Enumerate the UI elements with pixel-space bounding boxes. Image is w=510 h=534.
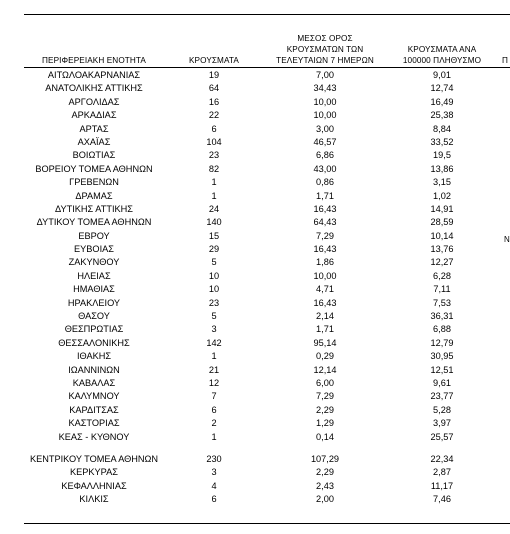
cases-cell: 1: [211, 351, 217, 362]
table-row: [0, 270, 510, 283]
per100k-cell: 1,02: [433, 190, 451, 201]
avg7-cell: 10,00: [313, 270, 337, 281]
table-row: [0, 216, 510, 229]
table-row: [0, 493, 510, 506]
header-cases: ΚΡΟΥΣΜΑΤΑ: [189, 56, 239, 65]
per100k-cell: 3,15: [433, 177, 451, 188]
per100k-cell: 28,59: [430, 217, 454, 228]
region-cell: ΖΑΚΥΝΘΟΥ: [68, 257, 120, 268]
table-row: [0, 136, 510, 149]
region-cell: ΘΑΣΟΥ: [78, 311, 110, 322]
avg7-cell: 2,00: [316, 494, 334, 505]
per100k-cell: 36,31: [430, 311, 454, 322]
edge-mark: Ν: [504, 235, 510, 244]
cases-cell: 10: [208, 284, 220, 295]
region-cell: ΘΕΣΠΡΩΤΙΑΣ: [64, 324, 124, 335]
table-row: [0, 176, 510, 189]
table-row: [0, 337, 510, 350]
avg7-cell: 43,00: [313, 163, 337, 174]
avg7-cell: 2,14: [316, 311, 334, 322]
region-cell: ΑΝΑΤΟΛΙΚΗΣ ΑΤΤΙΚΗΣ: [45, 83, 143, 94]
table-row: [0, 390, 510, 403]
per100k-cell: 16,49: [430, 96, 454, 107]
table-row: [0, 283, 510, 296]
per100k-cell: 23,77: [430, 391, 454, 402]
table-row: [0, 480, 510, 493]
region-cell: ΔΥΤΙΚΟΥ ΤΟΜΕΑ ΑΘΗΝΩΝ: [36, 217, 152, 228]
per100k-cell: 12,27: [430, 257, 454, 268]
region-cell: ΚΕΡΚΥΡΑΣ: [70, 467, 118, 478]
avg7-cell: 64,43: [313, 217, 337, 228]
avg7-cell: 3,00: [316, 123, 334, 134]
cases-cell: 3: [211, 324, 217, 335]
avg7-cell: 1,71: [316, 190, 334, 201]
per100k-cell: 9,61: [433, 377, 451, 388]
header-region: ΠΕΡΙΦΕΡΕΙΑΚΗ ΕΝΟΤΗΤΑ: [42, 56, 146, 65]
table-row: [0, 243, 510, 256]
cases-cell: 21: [208, 364, 220, 375]
region-cell: ΒΟΙΩΤΙΑΣ: [72, 150, 116, 161]
table-row: [0, 109, 510, 122]
cases-cell: 16: [208, 96, 220, 107]
table-row: [0, 466, 510, 479]
per100k-cell: 7,46: [433, 494, 451, 505]
avg7-cell: 4,71: [316, 284, 334, 295]
region-cell: ΚΑΛΥΜΝΟΥ: [68, 391, 120, 402]
avg7-cell: 6,00: [316, 377, 334, 388]
cases-cell: 140: [206, 217, 222, 228]
region-cell: ΕΒΡΟΥ: [78, 230, 110, 241]
avg7-cell: 6,86: [316, 150, 334, 161]
table-row: [0, 123, 510, 136]
region-cell: ΗΛΕΙΑΣ: [77, 270, 111, 281]
avg7-cell: 7,29: [316, 391, 334, 402]
avg7-cell: 2,43: [316, 480, 334, 491]
avg7-cell: 16,43: [313, 297, 337, 308]
avg7-cell: 16,43: [313, 203, 337, 214]
table-row: [0, 323, 510, 336]
cases-cell: 6: [211, 494, 217, 505]
cases-cell: 7: [211, 391, 217, 402]
cases-cell: 104: [206, 136, 222, 147]
table-row: [0, 417, 510, 430]
cases-cell: 64: [208, 83, 220, 94]
per100k-cell: 11,17: [430, 480, 454, 491]
bottom-border: [24, 523, 510, 524]
table-row: [0, 404, 510, 417]
per100k-cell: 7,11: [433, 284, 451, 295]
cases-cell: 6: [211, 404, 217, 415]
avg7-cell: 107,29: [310, 453, 340, 464]
cases-cell: 6: [211, 123, 217, 134]
cases-cell: 19: [208, 70, 220, 80]
table-row: [0, 431, 510, 444]
per100k-cell: 25,38: [430, 110, 454, 121]
per100k-cell: 19,5: [433, 150, 451, 161]
region-cell: ΚΑΡΔΙΤΣΑΣ: [69, 404, 119, 415]
cases-cell: 23: [208, 297, 220, 308]
header-cut-column: Π: [502, 56, 509, 65]
cases-cell: 1: [211, 190, 217, 201]
header-avg7-line3: ΤΕΛΕΥΤΑΙΩΝ 7 ΗΜΕΡΩΝ: [276, 56, 374, 65]
table-row: [0, 377, 510, 390]
per100k-cell: 10,14: [430, 230, 454, 241]
avg7-cell: 34,43: [313, 83, 337, 94]
region-cell: ΗΜΑΘΙΑΣ: [73, 284, 115, 295]
per100k-cell: 5,28: [433, 404, 451, 415]
avg7-cell: 2,29: [316, 467, 334, 478]
table-row: [0, 163, 510, 176]
avg7-cell: 1,86: [316, 257, 334, 268]
avg7-cell: 10,00: [313, 96, 337, 107]
region-cell: ΚΕΦΑΛΛΗΝΙΑΣ: [61, 480, 127, 491]
cases-cell: 22: [208, 110, 220, 121]
avg7-cell: 1,71: [316, 324, 334, 335]
per100k-cell: 7,53: [433, 297, 451, 308]
table-row: [0, 69, 510, 82]
header-avg7: [265, 33, 385, 66]
region-cell: ΚΑΣΤΟΡΙΑΣ: [68, 418, 120, 429]
header-per100k: [390, 44, 494, 66]
cases-cell: 10: [208, 270, 220, 281]
cases-cell: 82: [208, 163, 220, 174]
avg7-cell: 95,14: [313, 337, 337, 348]
region-cell: ΚΙΛΚΙΣ: [79, 494, 109, 505]
table-row: [0, 364, 510, 377]
per100k-cell: 14,91: [430, 203, 454, 214]
avg7-cell: 0,14: [316, 431, 334, 442]
table-row: [0, 297, 510, 310]
per100k-cell: 33,52: [430, 136, 454, 147]
region-cell: ΓΡΕΒΕΝΩΝ: [69, 177, 119, 188]
table-row: [0, 310, 510, 323]
region-cell: ΑΡΓΟΛΙΔΑΣ: [68, 96, 120, 107]
header-avg7-line2: ΚΡΟΥΣΜΑΤΩΝ ΤΩΝ: [286, 45, 364, 54]
table-row: [0, 82, 510, 95]
cases-cell: 2: [211, 418, 217, 429]
avg7-cell: 2,29: [316, 404, 334, 415]
avg7-cell: 16,43: [313, 244, 337, 255]
cases-cell: 142: [206, 337, 222, 348]
header-per100k-line2: 100000 ΠΛΗΘΥΣΜΟ: [402, 56, 482, 65]
per100k-cell: 12,79: [430, 337, 454, 348]
header-per100k-line1: ΚΡΟΥΣΜΑΤΑ ΑΝΑ: [407, 45, 477, 54]
region-cell: ΙΘΑΚΗΣ: [76, 351, 112, 362]
per100k-cell: 8,84: [433, 123, 451, 134]
per100k-cell: 13,86: [430, 163, 454, 174]
header-avg7-line1: ΜΕΣΟΣ ΟΡΟΣ: [297, 34, 353, 43]
region-cell: ΑΙΤΩΛΟΑΚΑΡΝΑΝΙΑΣ: [47, 70, 141, 80]
cases-cell: 4: [211, 480, 217, 491]
per100k-cell: 13,76: [430, 244, 454, 255]
table-row: [0, 203, 510, 216]
per100k-cell: 30,95: [430, 351, 454, 362]
region-cell: ΑΡΚΑΔΙΑΣ: [71, 110, 117, 121]
region-cell: ΙΩΑΝΝΙΝΩΝ: [68, 364, 120, 375]
cases-cell: 230: [206, 453, 222, 464]
per100k-cell: 6,28: [433, 270, 451, 281]
cases-cell: 24: [208, 203, 220, 214]
region-cell: ΑΡΤΑΣ: [79, 123, 109, 134]
region-cell: ΕΥΒΟΙΑΣ: [74, 244, 114, 255]
cases-cell: 12: [208, 377, 220, 388]
per100k-cell: 6,88: [433, 324, 451, 335]
cases-cell: 5: [211, 311, 217, 322]
avg7-cell: 7,00: [316, 70, 334, 80]
region-cell: ΔΡΑΜΑΣ: [75, 190, 113, 201]
top-border: [24, 14, 510, 15]
per100k-cell: 22,34: [430, 453, 454, 464]
region-cell: ΘΕΣΣΑΛΟΝΙΚΗΣ: [58, 337, 130, 348]
table-row: [0, 96, 510, 109]
cases-cell: 23: [208, 150, 220, 161]
per100k-cell: 12,51: [430, 364, 454, 375]
per100k-cell: 2,87: [433, 467, 451, 478]
data-table-body: [0, 69, 510, 507]
region-cell: ΚΕΝΤΡΙΚΟΥ ΤΟΜΕΑ ΑΘΗΝΩΝ: [29, 453, 159, 464]
region-cell: ΚΕΑΣ - ΚΥΘΝΟΥ: [58, 431, 130, 442]
avg7-cell: 0,86: [316, 177, 334, 188]
per100k-cell: 9,01: [433, 70, 451, 80]
region-cell: ΗΡΑΚΛΕΙΟΥ: [67, 297, 121, 308]
table-row: [0, 149, 510, 162]
table-row: [0, 230, 510, 243]
header-underline: [24, 67, 510, 68]
avg7-cell: 46,57: [313, 136, 337, 147]
region-cell: ΒΟΡΕΙΟΥ ΤΟΜΕΑ ΑΘΗΝΩΝ: [35, 163, 153, 174]
cases-cell: 1: [211, 177, 217, 188]
cases-cell: 3: [211, 467, 217, 478]
avg7-cell: 0,29: [316, 351, 334, 362]
table-row: [0, 453, 510, 466]
avg7-cell: 1,29: [316, 418, 334, 429]
cases-cell: 15: [208, 230, 220, 241]
avg7-cell: 12,14: [313, 364, 337, 375]
avg7-cell: 7,29: [316, 230, 334, 241]
per100k-cell: 12,74: [430, 83, 454, 94]
region-cell: ΚΑΒΑΛΑΣ: [72, 377, 116, 388]
cases-cell: 1: [211, 431, 217, 442]
region-cell: ΔΥΤΙΚΗΣ ΑΤΤΙΚΗΣ: [55, 203, 133, 214]
table-row: [0, 256, 510, 269]
avg7-cell: 10,00: [313, 110, 337, 121]
per100k-cell: 3,97: [433, 418, 451, 429]
cases-cell: 29: [208, 244, 220, 255]
per100k-cell: 25,57: [430, 431, 454, 442]
table-row: [0, 190, 510, 203]
cases-cell: 5: [211, 257, 217, 268]
region-cell: ΑΧΑΪΑΣ: [77, 136, 111, 147]
table-row: [0, 350, 510, 363]
